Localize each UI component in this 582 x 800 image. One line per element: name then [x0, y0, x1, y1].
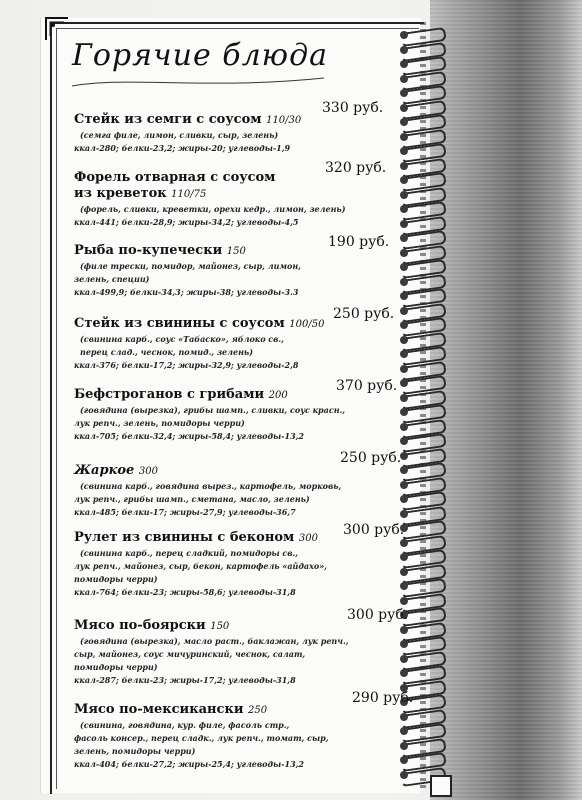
dish-weight: 300	[298, 533, 318, 544]
title-swash-ornament	[68, 72, 328, 90]
dish-ingredients: (говядина (вырезка), масло раст., баклажан, лук репч.,	[80, 636, 349, 646]
binding-hole	[400, 379, 408, 387]
dish-item	[74, 170, 404, 229]
dish-name-text: Форель отварная с соусом	[74, 170, 276, 185]
dish-weight: 150	[226, 246, 246, 257]
binding-hole	[400, 234, 408, 242]
dish-weight: 200	[268, 390, 288, 401]
dish-ingredients: лук репч., майонез, сыр, бекон, картофель «айдахо»,	[74, 561, 327, 571]
spiral-binding	[400, 30, 445, 790]
dish-nutrition: ккал-287; белки-23; жиры-17,2; углеводы-31,8	[74, 675, 296, 685]
dish-price: 330 руб.	[322, 100, 384, 116]
dish-item	[74, 530, 404, 599]
binding-hole	[400, 162, 408, 170]
dish-item	[74, 243, 404, 299]
binding-hole	[400, 771, 408, 779]
page-title: Горячие блюда	[72, 38, 328, 73]
dish-ingredients: фасоль консер., перец сладк., лук репч., томат, сыр,	[74, 733, 329, 743]
dish-name-text: Мясо по-боярски	[74, 618, 206, 633]
dish-ingredients: помидоры черри)	[74, 574, 158, 584]
dish-price: 290 руб.	[352, 690, 414, 706]
corner-ornament-bottom	[430, 775, 452, 797]
dish-nutrition: ккал-499,9; белки-34,3; жиры-38; углеводы-3.3	[74, 287, 299, 297]
dish-ingredients: (филе трески, помидор, майонез, сыр, лимон,	[80, 261, 301, 271]
dish-ingredients: (говядина (вырезка), грибы шамп., сливки, соус красн.,	[80, 405, 346, 415]
dish-weight: 150	[210, 621, 230, 632]
dish-name-text: Стейк из свинины с соусом	[74, 316, 285, 331]
dish-nutrition: ккал-376; белки-17,2; жиры-32,9; углеводы-2,8	[74, 360, 299, 370]
dish-item	[74, 463, 404, 519]
dish-price: 370 руб.	[336, 378, 398, 394]
dish-weight: 250	[248, 705, 268, 716]
dish-item	[74, 316, 404, 372]
dish-name-text: Жаркое	[74, 463, 135, 478]
binding-hole	[400, 104, 408, 112]
dish-name-text: Мясо по-мексикански	[74, 702, 244, 717]
dish-item	[74, 387, 404, 443]
dish-item	[74, 702, 404, 771]
dish-ingredients: (форель, сливки, креветки, орехи кедр., лимон, зелень)	[80, 204, 346, 214]
binding-hole	[400, 60, 408, 68]
dish-ingredients: лук репч., зелень, помидоры черри)	[74, 418, 245, 428]
dish-nutrition: ккал-280; белки-23,2; жиры-20; углеводы-1,9	[74, 143, 291, 153]
binding-hole	[400, 75, 408, 83]
dish-name-line2	[74, 186, 404, 203]
dish-name-text: Стейк из семги с соусом	[74, 112, 262, 127]
dish-price: 250 руб.	[340, 450, 402, 466]
dish-price: 250 руб.	[333, 306, 395, 322]
dish-weight: 110/30	[266, 115, 302, 126]
corner-ornament-icon	[44, 16, 70, 42]
binding-hole	[400, 46, 408, 54]
dish-ingredients: сыр, майонез, соус мичуринский, чеснок, салат,	[74, 649, 306, 659]
binding-hole	[400, 31, 408, 39]
dish-ingredients: помидоры черри)	[74, 662, 158, 672]
dish-ingredients: зелень, специи)	[74, 274, 150, 284]
scan-shadow-texture	[430, 0, 582, 800]
dish-nutrition: ккал-485; белки-17; жиры-27,9; углеводы-36,7	[74, 507, 296, 517]
dish-weight: 300	[138, 466, 158, 477]
dish-ingredients: зелень, помидоры черри)	[74, 746, 196, 756]
dish-name-text: Бефстроганов с грибами	[74, 387, 265, 402]
dish-price: 300 руб.	[347, 607, 409, 623]
binding-hole	[400, 89, 408, 97]
dish-nutrition: ккал-764; белки-23; жиры-58,6; углеводы-31,8	[74, 587, 296, 597]
dish-weight: 100/50	[289, 319, 325, 330]
dish-price: 190 руб.	[328, 234, 390, 250]
binding-hole	[400, 307, 408, 315]
dish-name-text: из креветок	[74, 186, 167, 201]
dish-weight: 110/75	[171, 189, 207, 200]
dish-ingredients: (свинина, говядина, кур. филе, фасоль стр.,	[80, 720, 290, 730]
dish-price: 300 руб.	[343, 522, 405, 538]
dish-nutrition: ккал-404; белки-27,2; жиры-25,4; углеводы-13,2	[74, 759, 304, 769]
dish-nutrition: ккал-705; белки-32,4; жиры-58,4; углеводы-13,2	[74, 431, 304, 441]
dish-ingredients: (свинина карб., перец сладкий, помидоры св.,	[80, 548, 299, 558]
dish-item	[74, 112, 404, 155]
dish-nutrition: ккал-441; белки-28,9; жиры-34,2; углеводы-4,5	[74, 217, 299, 227]
dish-ingredients: перец слад., чеснок, помид., зелень)	[80, 347, 253, 357]
dish-price: 320 руб.	[325, 160, 387, 176]
dish-ingredients: лук репч., грибы шамп., сметана, масло, зелень)	[74, 494, 310, 504]
dish-ingredients: (семга филе, лимон, сливки, сыр, зелень)	[80, 130, 279, 140]
dish-name-text: Рулет из свинины с беконом	[74, 530, 295, 545]
dish-name-text: Рыба по-купечески	[74, 243, 223, 258]
dish-ingredients: (свинина карб., говядина вырез., картофель, морковь,	[80, 481, 342, 491]
dish-ingredients: (свинина карб., соус «Табаско», яблоко св.,	[80, 334, 285, 344]
dish-item	[74, 618, 404, 687]
